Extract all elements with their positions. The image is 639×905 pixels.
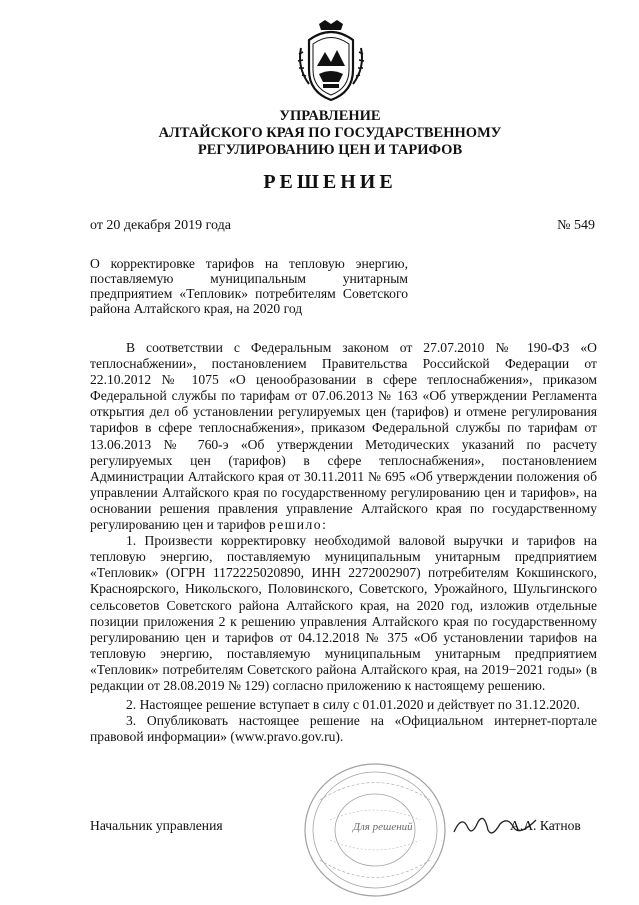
signatory-position: Начальник управления [90, 818, 223, 833]
preamble-text: В соответствии с Федеральным законом от 27.07.2010 № 190-ФЗ «О теплоснабжении», постановлением Правительства Российской Федерации от 22.10.2012 № 1075 «О ценообразовании в сфере теплоснабжения», приказом Федеральной службы по тарифам от 07.06.2013 № 163 «Об утверждении Регламента открытия дел об установлении регулируемых цен (тарифов) и отмене регулирования тарифов в сфере теплоснабжения», приказом Федеральной службы по тарифам от 13.06.2013 № 760-э «Об утверждении Методических указаний по расчету регулируемых цен (тарифов) в сфере теплоснабжения», постановлением Администрации Алтайского края от 30.11.2011 № 695 «Об утверждении положения об управлении Алтайского края по государственному регулированию цен и тарифов», на основании решения правления управление Алтайского края по государственному регулированию цен и тарифов [90, 340, 597, 533]
agency-name-line2: АЛТАЙСКОГО КРАЯ ПО ГОСУДАРСТВЕННОМУ [158, 125, 502, 141]
item-1: 1. Произвести корректировку необходимой валовой выручки и тарифов на тепловую энергию, поставляемую муниципальным унитарным предприятием «Тепловик» (ОГРН 1172225020890, ИНН 2272002907) потребителям Кокшинского, Красноярского, Никольского, Половинского, Советского, Урожайного, Шульгинского сельсоветов Советского района Алтайского края, на 2020 год, изложив отдельные позиции приложения 2 к решению управления Алтайского края по государственному регулированию цен и тарифов от 04.12.2018 № 375 «Об установлении тарифов на тепловую энергию, поставляемую муниципальным унитарным предприятием «Тепловик» потребителям Советского района Алтайского края, на 2019−2021 годы» (в редакции от 28.08.2019 № 129) согласно приложению к настоящему решению. [90, 533, 597, 693]
document-number: № 549 [557, 218, 595, 233]
document-subject: О корректировке тарифов на тепловую энергию, поставляемую муниципальным унитарным предприятием «Тепловик» потребителям Советского района Алтайского края, на 2020 год [90, 256, 408, 316]
signatory-name: А.А. Катнов [510, 818, 581, 833]
decided-word: решило: [268, 517, 328, 533]
official-stamp [300, 760, 450, 900]
agency-name-line3: РЕГУЛИРОВАНИЮ ЦЕН И ТАРИФОВ [197, 142, 463, 158]
agency-name-line1: УПРАВЛЕНИЕ [279, 108, 381, 124]
document-title: РЕШЕНИЕ [263, 171, 397, 193]
item-2: 2. Настоящее решение вступает в силу с 01.01.2020 и действует по 31.12.2020. [126, 697, 580, 713]
document-date: от 20 декабря 2019 года [90, 218, 231, 233]
preamble-paragraph [90, 340, 597, 533]
stamp-text: Для решений [353, 821, 413, 833]
document-body [90, 340, 597, 745]
coat-of-arms-emblem [295, 18, 367, 104]
item-3: 3. Опубликовать настоящее решение на «Официальном интернет-портале правовой информации» (www.pravo.gov.ru). [90, 713, 597, 745]
